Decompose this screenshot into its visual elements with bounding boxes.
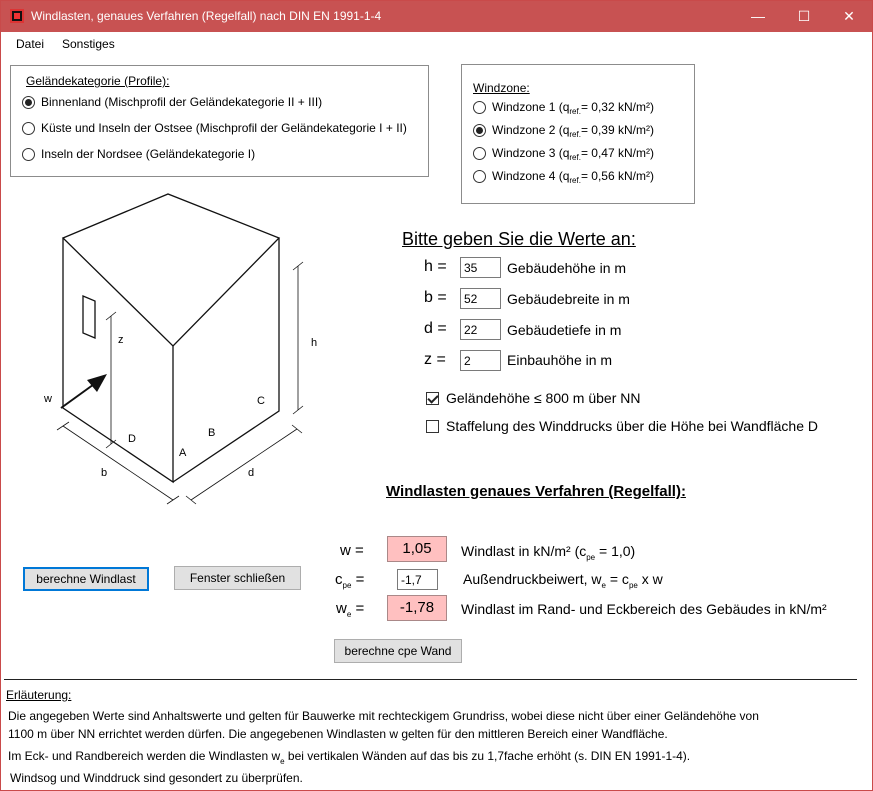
label-B: B: [208, 427, 216, 439]
terrain-category-title: Geländekategorie (Profile):: [26, 74, 170, 88]
windzone-label: Windzone 3 (q: [492, 146, 570, 160]
label-we-result: [336, 600, 364, 617]
minimize-button[interactable]: —: [751, 8, 765, 24]
label-b-var: b =: [424, 289, 447, 306]
installation-height-input[interactable]: 2: [460, 350, 501, 371]
menu-sonstiges[interactable]: Sonstiges: [62, 37, 115, 51]
radio-windzone-4[interactable]: [473, 170, 486, 183]
windload-text: Windlast in kN/m² (c: [461, 543, 587, 559]
windzone-label: Windzone 1 (q: [492, 100, 570, 114]
result-heading: Windlasten genaues Verfahren (Regelfall):: [386, 483, 686, 500]
label-d: d: [248, 467, 255, 479]
wind-arrow-icon: [87, 374, 107, 392]
close-button[interactable]: ✕: [843, 8, 855, 24]
cpe-description: [463, 571, 663, 590]
label-z: z: [118, 334, 124, 346]
windzone-group: [461, 64, 695, 204]
windzone-value: = 0,47 kN/m²): [580, 146, 654, 160]
dim-line-b: [63, 426, 173, 500]
windzone-value: = 0,39 kN/m²): [580, 123, 654, 137]
cpe-text-sub: pe: [628, 581, 638, 590]
we-label-sub: e: [346, 610, 352, 619]
windzone-option-1[interactable]: [473, 99, 654, 115]
windzone-option-2[interactable]: [473, 122, 654, 138]
building-left-face: [63, 238, 173, 482]
windzone-title: Windzone:: [473, 81, 530, 95]
radio-windzone-2[interactable]: [473, 124, 486, 137]
terrain-height-check[interactable]: [426, 390, 640, 406]
terrain-category-group: [10, 65, 429, 177]
windload-sub: pe: [586, 553, 596, 562]
app-icon: [10, 9, 24, 23]
building-right-face: [173, 238, 279, 482]
menu-bar: [1, 32, 872, 56]
cpe-text-end: x w: [637, 571, 663, 587]
windload-description: [461, 543, 636, 562]
cpe-text: Außendruckbeiwert, w: [463, 571, 602, 587]
label-w: w: [44, 393, 52, 405]
wind-arrow-shaft: [61, 382, 97, 408]
height-input[interactable]: 35: [460, 257, 501, 278]
windzone-sub: ref.: [569, 175, 581, 185]
windzone-value: = 0,56 kN/m²): [580, 169, 654, 183]
separator-line: [4, 679, 857, 680]
calculate-cpe-button[interactable]: berechne cpe Wand: [334, 639, 462, 663]
pressure-staggering-label: Staffelung des Winddrucks über die Höhe bei Wandfläche D: [446, 418, 818, 434]
label-h-var: h =: [424, 258, 447, 275]
building-window: [83, 296, 95, 338]
menu-datei[interactable]: Datei: [16, 37, 45, 51]
close-window-button[interactable]: Fenster schließen: [174, 566, 301, 590]
windzone-sub: ref.: [569, 152, 581, 162]
terrain-height-label: Geländehöhe ≤ 800 m über NN: [446, 390, 641, 406]
label-h: h: [311, 337, 318, 349]
terrain-option-nordsee[interactable]: [22, 146, 255, 162]
explanation-sub: e: [280, 757, 285, 766]
calculate-windload-button[interactable]: berechne Windlast: [23, 567, 149, 591]
explanation-text: Im Eck- und Randbereich werden die Windlasten w: [8, 749, 281, 763]
window-title: Windlasten, genaues Verfahren (Regelfall) nach DIN EN 1991-1-4: [31, 9, 382, 23]
edge-windload-description: Windlast im Rand- und Eckbereich des Gebäudes in kN/m²: [461, 601, 827, 617]
explanation-line-3: [8, 749, 691, 766]
label-C: C: [257, 395, 265, 407]
explanation-line-2: 1100 m über NN errichtet werden dürfen. Die angegebenen Windlasten w gelten für den mittleren Bereich einer Wandfläche.: [8, 727, 668, 741]
windzone-label: Windzone 4 (q: [492, 169, 570, 183]
dim-line-d: [191, 429, 297, 500]
terrain-option-label: Küste und Inseln der Ostsee (Mischprofil der Geländekategorie I + II): [41, 121, 407, 135]
we-label-eq: =: [351, 600, 365, 617]
terrain-option-kueste[interactable]: [22, 120, 407, 136]
explanation-line-4: Windsog und Winddruck sind gesondert zu überprüfen.: [10, 771, 303, 785]
cpe-label: c: [335, 571, 343, 588]
terrain-option-binnenland[interactable]: [22, 94, 322, 110]
windzone-value: = 0,32 kN/m²): [580, 100, 654, 114]
windzone-label: Windzone 2 (q: [492, 123, 570, 137]
explanation-line-1: Die angegeben Werte sind Anhaltswerte und gelten für Bauwerke mit rechteckigem Grundriss, wobei diese nicht über einer Geländehöhe von: [8, 709, 759, 723]
installation-height-description: Einbauhöhe in m: [507, 352, 613, 368]
terrain-height-checkbox[interactable]: [426, 392, 439, 405]
building-diagram: [31, 186, 341, 516]
windzone-option-4[interactable]: [473, 168, 654, 184]
depth-description: Gebäudetiefe in m: [507, 322, 622, 338]
cpe-label-sub: pe: [342, 581, 352, 590]
height-description: Gebäudehöhe in m: [507, 260, 627, 276]
label-b: b: [101, 467, 108, 479]
cpe-label-eq: =: [351, 571, 365, 588]
radio-windzone-1[interactable]: [473, 101, 486, 114]
radio-nordsee[interactable]: [22, 148, 35, 161]
we-label: w: [336, 600, 347, 617]
windzone-sub: ref.: [569, 106, 581, 116]
windload-text-end: = 1,0): [595, 543, 636, 559]
edge-windload-result: -1,78: [387, 595, 447, 621]
explanation-title: Erläuterung:: [6, 688, 72, 702]
radio-kueste[interactable]: [22, 122, 35, 135]
label-D: D: [128, 433, 136, 445]
cpe-text-mid: = c: [605, 571, 629, 587]
pressure-staggering-checkbox[interactable]: [426, 420, 439, 433]
title-bar[interactable]: [1, 1, 872, 32]
label-d-var: d =: [424, 320, 447, 337]
radio-binnenland[interactable]: [22, 96, 35, 109]
label-z-var: z =: [424, 351, 446, 368]
windzone-sub: ref.: [569, 129, 581, 139]
terrain-option-label: Inseln der Nordsee (Geländekategorie I): [41, 147, 256, 161]
pressure-staggering-check[interactable]: [426, 418, 818, 434]
label-A: A: [179, 447, 187, 459]
radio-windzone-3[interactable]: [473, 147, 486, 160]
label-cpe: [335, 571, 364, 588]
label-w-result: w =: [340, 542, 364, 559]
windzone-option-3[interactable]: [473, 145, 654, 161]
depth-input[interactable]: 22: [460, 319, 501, 340]
explanation-text-end: bei vertikalen Wänden auf das bis zu 1,7fache erhöht (s. DIN EN 1991-1-4).: [284, 749, 691, 763]
cpe-text-sub: e: [601, 581, 606, 590]
width-description: Gebäudebreite in m: [507, 291, 630, 307]
width-input[interactable]: 52: [460, 288, 501, 309]
input-heading: Bitte geben Sie die Werte an:: [402, 229, 636, 249]
windload-result: 1,05: [387, 536, 447, 562]
cpe-input[interactable]: -1,7: [397, 569, 438, 590]
maximize-button[interactable]: ☐: [797, 8, 811, 24]
terrain-option-label: Binnenland (Mischprofil der Geländekategorie II + III): [41, 95, 323, 109]
